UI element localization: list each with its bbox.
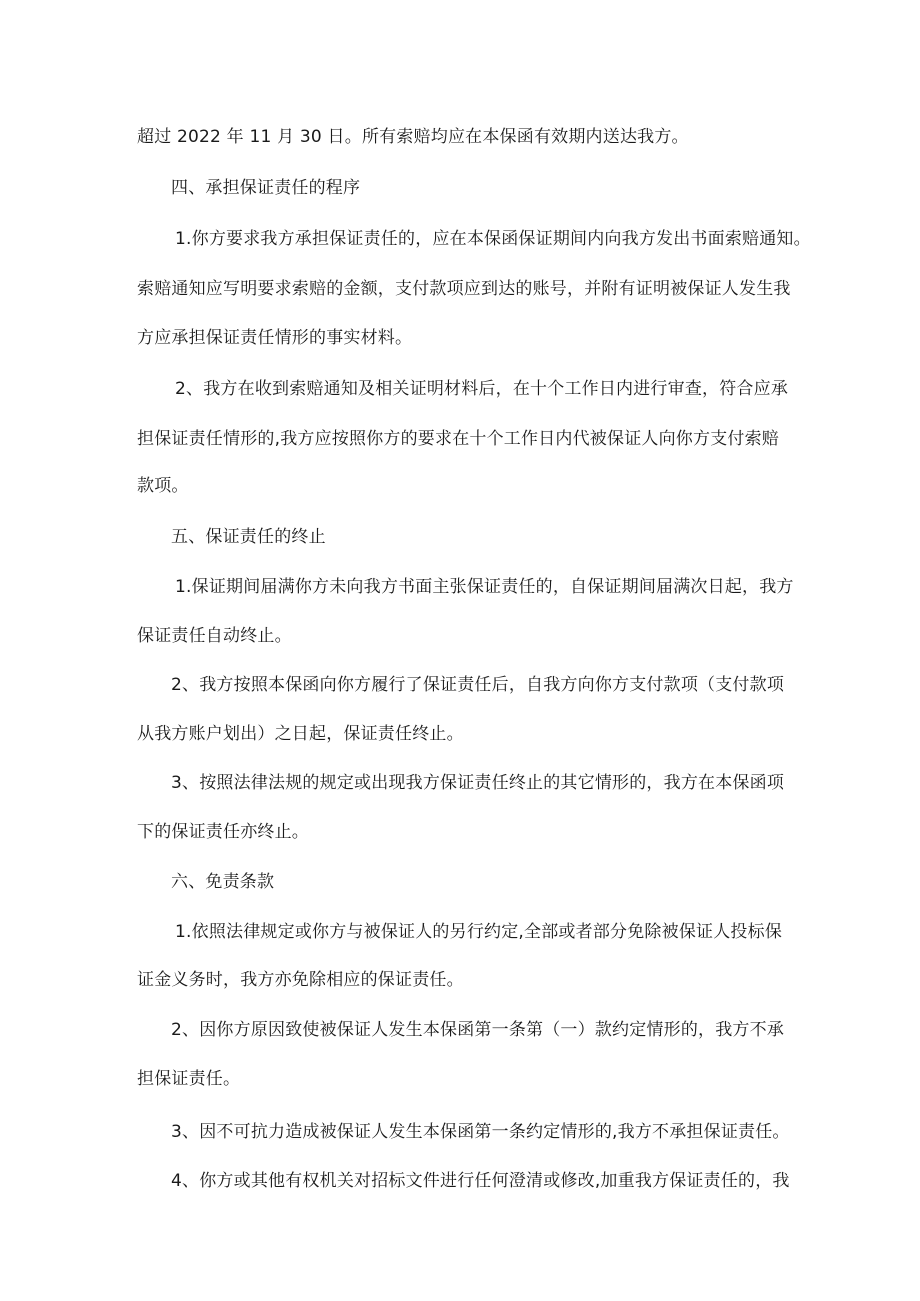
text-line: 2、因你方原因致使被保证人发生本保函第一条第（一）款约定情形的，我方不承 bbox=[171, 1020, 785, 1040]
text-line: 从我方账户划出）之日起，保证责任终止。 bbox=[137, 724, 464, 744]
text-line: 证金义务时，我方亦免除相应的保证责任。 bbox=[137, 970, 464, 990]
text-line: 超过 2022 年 11 月 30 日。所有索赔均应在本保函有效期内送达我方。 bbox=[137, 127, 689, 147]
text-line: 2、我方在收到索赔通知及相关证明材料后，在十个工作日内进行审查，符合应承 bbox=[175, 379, 789, 399]
text-line: 担保证责任。 bbox=[137, 1069, 241, 1089]
text-line: 3、因不可抗力造成被保证人发生本保函第一条约定情形的,我方不承担保证责任。 bbox=[171, 1122, 790, 1142]
text-line: 1.保证期间届满你方未向我方书面主张保证责任的，自保证期间届满次日起，我方 bbox=[175, 577, 794, 597]
text-line: 索赔通知应写明要求索赔的金额，支付款项应到达的账号，并附有证明被保证人发生我 bbox=[137, 279, 791, 299]
text-line: 保证责任自动终止。 bbox=[137, 626, 292, 646]
text-line: 款项。 bbox=[137, 476, 189, 496]
text-line: 担保证责任情形的,我方应按照你方的要求在十个工作日内代被保证人向你方支付索赔 bbox=[137, 429, 780, 449]
text-line: 4、你方或其他有权机关对招标文件进行任何澄清或修改,加重我方保证责任的，我 bbox=[171, 1171, 790, 1191]
section-heading-5: 五、保证责任的终止 bbox=[171, 527, 326, 547]
text-line: 下的保证责任亦终止。 bbox=[137, 822, 309, 842]
section-heading-6: 六、免责条款 bbox=[171, 872, 275, 892]
text-line: 2、我方按照本保函向你方履行了保证责任后，自我方向你方支付款项（支付款项 bbox=[171, 675, 785, 695]
text-line: 方应承担保证责任情形的事实材料。 bbox=[137, 328, 413, 348]
text-line: 3、按照法律法规的规定或出现我方保证责任终止的其它情形的，我方在本保函项 bbox=[171, 773, 785, 793]
text-line: 1.你方要求我方承担保证责任的，应在本保函保证期间内向我方发出书面索赔通知。 bbox=[175, 229, 811, 249]
text-line: 1.依照法律规定或你方与被保证人的另行约定,全部或者部分免除被保证人投标保 bbox=[175, 922, 783, 942]
section-heading-4: 四、承担保证责任的程序 bbox=[171, 178, 361, 198]
